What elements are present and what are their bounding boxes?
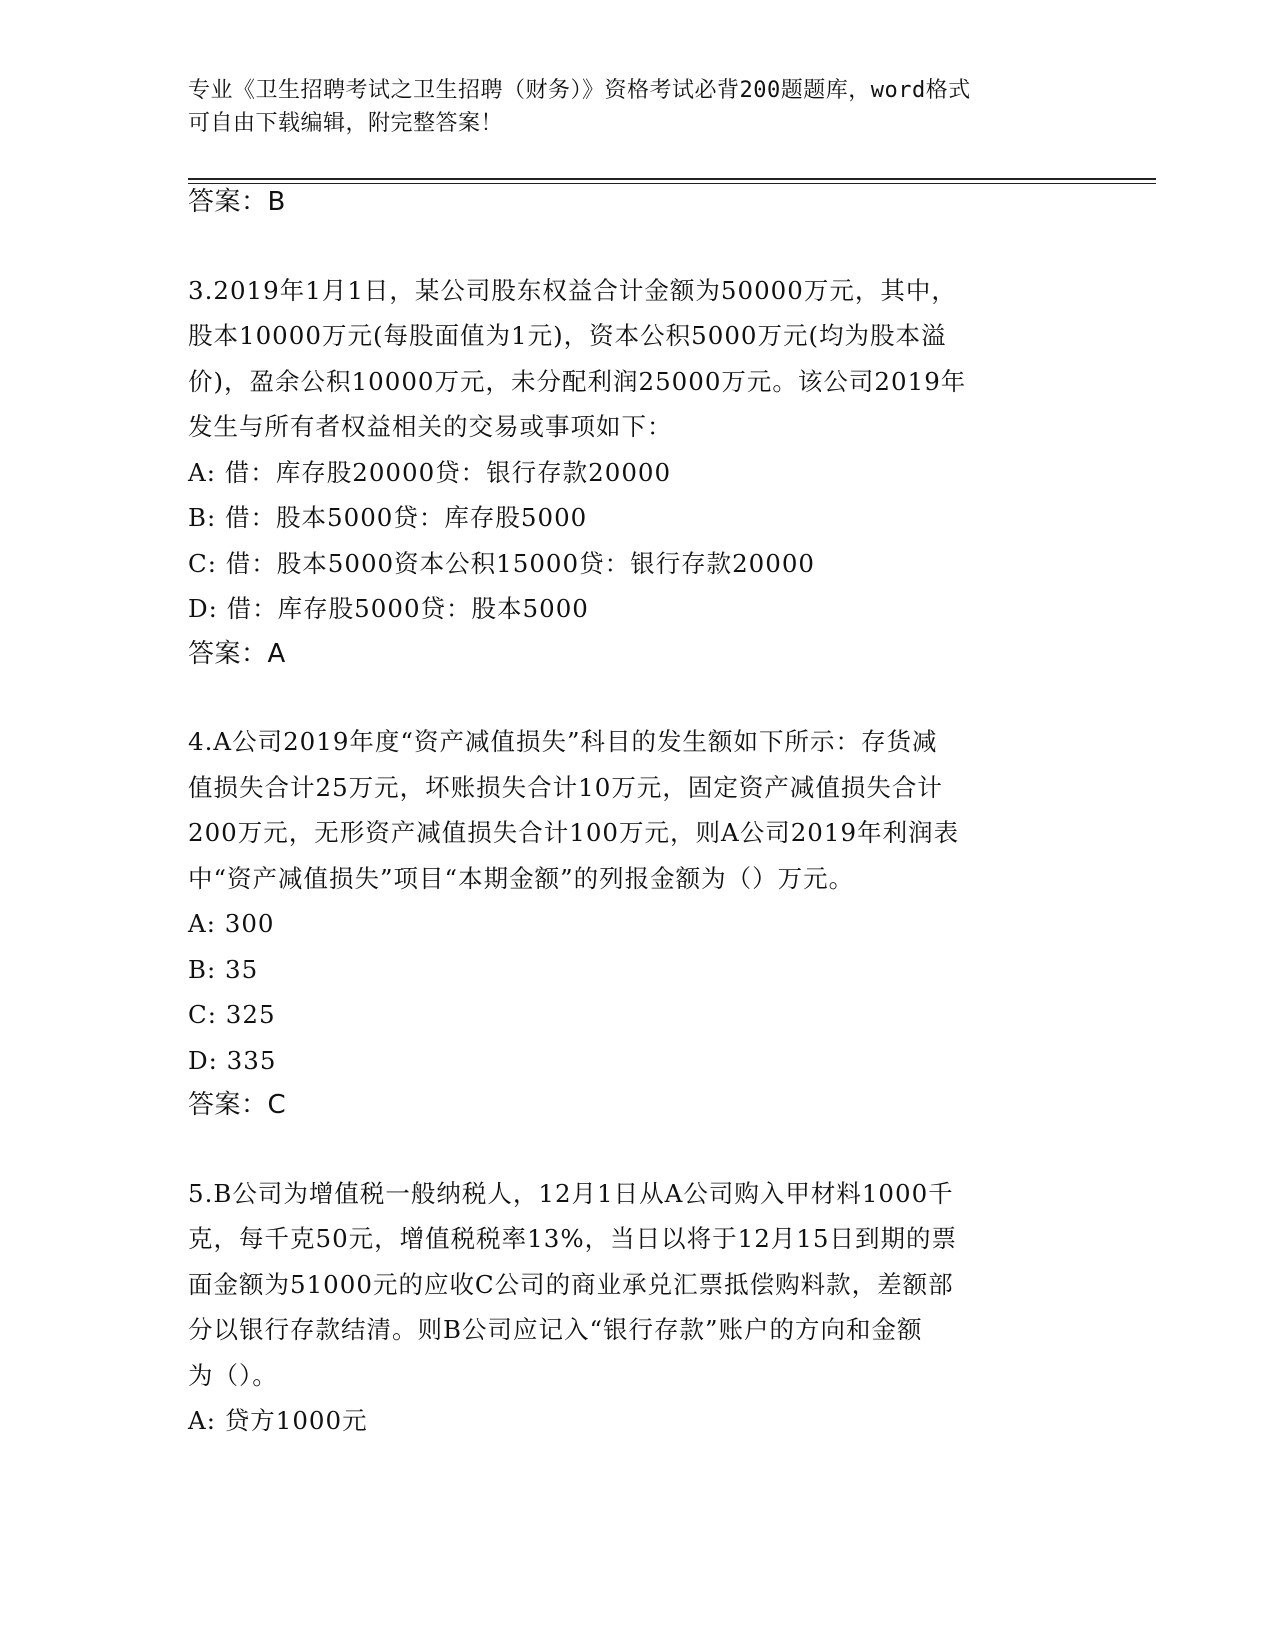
answer: 答案：A [188,638,286,669]
header-title-line-1: 专业《卫生招聘考试之卫生招聘（财务）》资格考试必背200题题库，word格式 [188,78,971,103]
spacer [188,677,1068,719]
document-body [188,180,1068,1444]
question-text-line: 面金额为51000元的应收C公司的商业承兑汇票抵偿购料款，差额部 [188,1269,954,1299]
option-d: D: 借：库存股5000贷：股本5000 [188,594,589,623]
question-text-line: 为（）。 [188,1360,278,1390]
question-text-line: 分以银行存款结清。则B公司应记入“银行存款”账户的方向和金额 [188,1315,923,1344]
question-text-line: 值损失合计25万元，坏账损失合计10万元，固定资产减值损失合计 [188,772,943,802]
previous-answer: 答案：B [188,187,286,217]
option-c: C: 325 [188,1000,276,1029]
option-a: A: 借：库存股20000贷：银行存款20000 [188,457,672,487]
question-text-line: 价)，盈余公积10000万元，未分配利润25000万元。该公司2019年 [188,366,967,396]
question-3 [188,268,1068,678]
answer: 答案：C [188,1090,287,1120]
question-5 [188,1171,1068,1444]
question-text-line: 3.2019年1月1日，某公司股东权益合计金额为50000万元，其中， [188,275,957,305]
option-c: C: 借：股本5000资本公积15000贷：银行存款20000 [188,548,816,578]
question-text-line: 中“资产减值损失”项目“本期金额”的列报金额为（）万元。 [188,863,855,893]
option-a: A: 300 [188,909,275,938]
option-b: B: 借：股本5000贷：库存股5000 [188,503,588,532]
question-text-line: 克，每千克50元，增值税税率13%，当日以将于12月15日到期的票 [188,1224,957,1253]
question-text-line: 200万元，无形资产减值损失合计100万元，则A公司2019年利润表 [188,818,960,847]
option-d: D: 335 [188,1045,277,1075]
option-b: B: 35 [188,954,259,984]
question-text-line: 5.B公司为增值税一般纳税人，12月1日从A公司购入甲材料1000千 [188,1178,954,1208]
question-text-line: 股本10000万元(每股面值为1元)，资本公积5000万元(均为股本溢 [188,321,947,350]
spacer [188,226,1068,268]
question-text-line: 4.A公司2019年度“资产减值损失”科目的发生额如下所示：存货减 [188,727,938,756]
header-title-line-2: 可自由下载编辑，附完整答案！ [188,111,504,136]
option-a: A: 贷方1000元 [188,1406,368,1435]
question-4 [188,719,1068,1129]
spacer [188,1129,1068,1171]
document-header [188,74,1078,140]
question-text-line: 发生与所有者权益相关的交易或事项如下： [188,412,673,441]
